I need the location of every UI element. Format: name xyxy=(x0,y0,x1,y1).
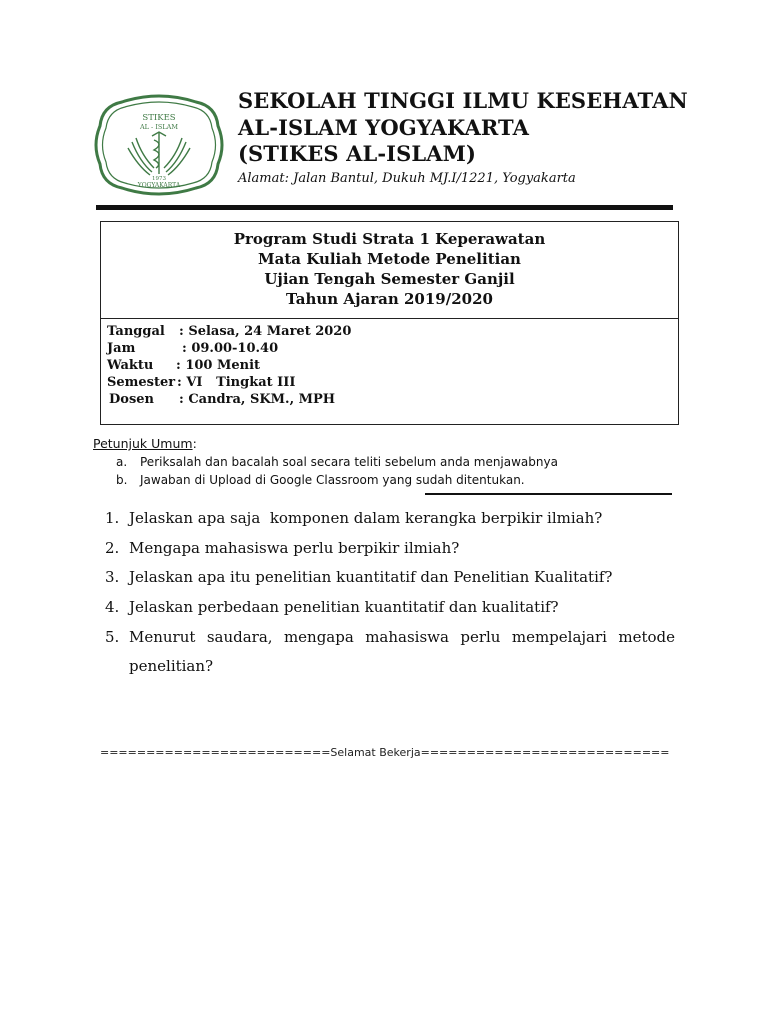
logo-year: 1973 xyxy=(152,176,166,182)
study-program: Program Studi Strata 1 Keperawatan xyxy=(233,230,546,248)
exam-info-box xyxy=(100,221,679,425)
question-number: 5. xyxy=(105,628,120,646)
exam-name: Ujian Tengah Semester Ganjil xyxy=(264,270,515,288)
question-text: Mengapa mahasiswa perlu berpikir ilmiah? xyxy=(129,539,460,557)
institution-name-line3: (STIKES AL-ISLAM) xyxy=(238,141,476,166)
question-text: Jelaskan perbedaan penelitian kuantitatif dan kualitatif? xyxy=(129,598,559,616)
info-box-divider xyxy=(101,318,678,319)
question-number: 1. xyxy=(105,509,120,527)
institution-name-line2: AL-ISLAM YOGYAKARTA xyxy=(238,115,529,140)
question-item xyxy=(105,504,675,533)
detail-lecturer xyxy=(109,392,335,407)
detail-value: : VI Tingkat III xyxy=(177,375,296,390)
instructions-heading xyxy=(93,436,197,451)
detail-value: : 100 Menit xyxy=(176,358,261,373)
detail-date xyxy=(107,324,351,339)
question-item xyxy=(105,623,675,681)
academic-year: Tahun Ajaran 2019/2020 xyxy=(286,290,493,308)
logo-text-bottom: YOGYAKARTA xyxy=(137,182,181,189)
question-text: Menurut saudara, mengapa mahasiswa perlu mempelajari metode penelitian? xyxy=(129,628,675,675)
instructions-heading-colon: : xyxy=(192,436,197,451)
header-divider xyxy=(96,205,673,210)
instruction-marker: b. xyxy=(116,473,128,487)
instruction-item xyxy=(116,455,558,469)
detail-label: Jam xyxy=(107,341,136,356)
logo-text-mid: AL - ISLAM xyxy=(139,123,179,131)
question-text: Jelaskan apa itu penelitian kuantitatif dan Penelitian Kualitatif? xyxy=(129,568,613,586)
detail-label: Waktu xyxy=(107,358,154,373)
institution-name-line1: SEKOLAH TINGGI ILMU KESEHATAN xyxy=(238,88,688,113)
instructions-heading-text: Petunjuk Umum xyxy=(93,436,193,451)
closing-message: =========================Selamat Bekerja=========================== xyxy=(100,746,670,759)
question-number: 3. xyxy=(105,568,120,586)
instruction-text: Jawaban di Upload di Google Classroom yang sudah ditentukan. xyxy=(140,473,525,487)
instruction-text: Periksalah dan bacalah soal secara teliti sebelum anda menjawabnya xyxy=(140,455,558,469)
question-item xyxy=(105,534,675,563)
detail-value: : Selasa, 24 Maret 2020 xyxy=(179,324,352,339)
detail-value: : Candra, SKM., MPH xyxy=(179,392,336,407)
detail-time xyxy=(107,341,278,356)
question-item xyxy=(105,593,675,622)
institution-address: Alamat: Jalan Bantul, Dukuh MJ.I/1221, Yogyakarta xyxy=(238,171,576,186)
detail-semester xyxy=(107,375,295,390)
question-text: Jelaskan apa saja komponen dalam kerangka berpikir ilmiah? xyxy=(129,509,603,527)
instructions-divider xyxy=(425,493,672,495)
detail-label: Dosen xyxy=(109,392,154,407)
stikes-logo xyxy=(92,92,226,198)
detail-value: : 09.00-10.40 xyxy=(182,341,279,356)
question-item xyxy=(105,563,675,592)
instruction-marker: a. xyxy=(116,455,128,469)
detail-label: Semester xyxy=(107,375,176,390)
question-number: 4. xyxy=(105,598,120,616)
detail-duration xyxy=(107,358,260,373)
course-name: Mata Kuliah Metode Penelitian xyxy=(258,250,521,268)
question-number: 2. xyxy=(105,539,120,557)
detail-label: Tanggal xyxy=(107,324,165,339)
instruction-item xyxy=(116,473,525,487)
logo-text-top: STIKES xyxy=(142,113,176,123)
